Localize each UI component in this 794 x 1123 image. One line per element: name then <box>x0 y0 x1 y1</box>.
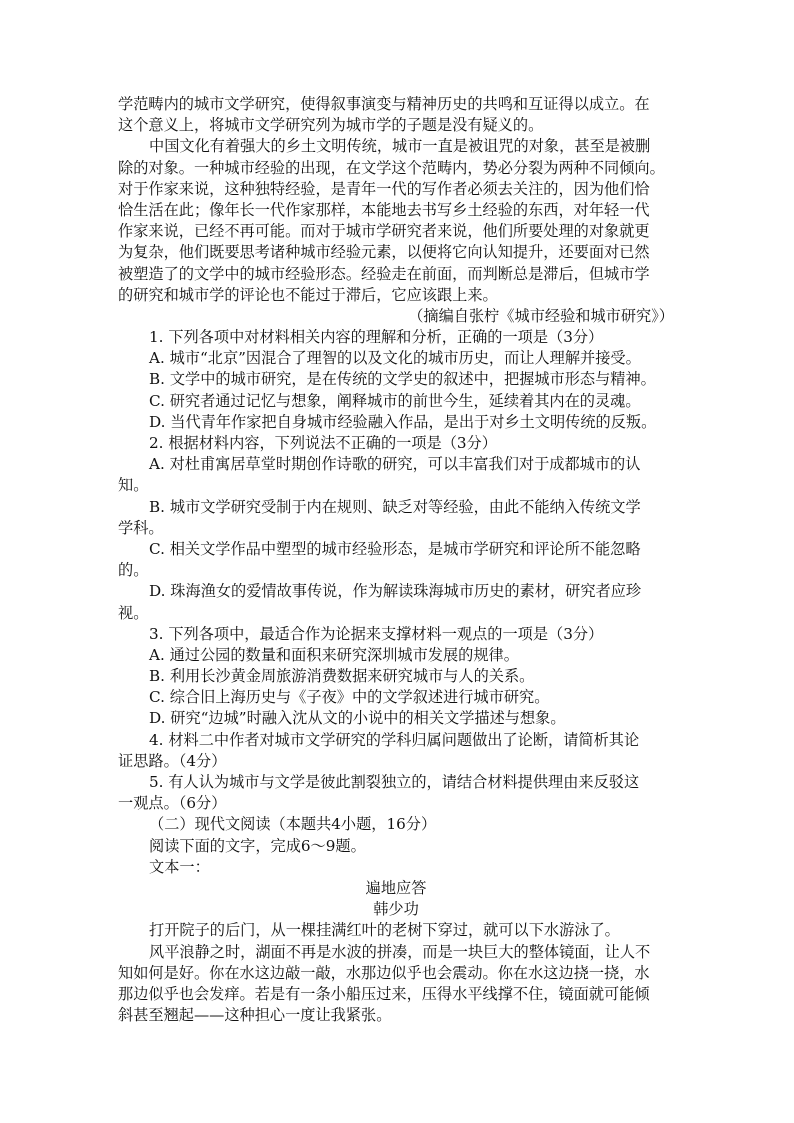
text-line: 那边似乎也会发痒。若是有一条小船压过来，压得水平线撑不住，镜面就可能倾 <box>118 984 650 1003</box>
text-line: 中国文化有着强大的乡土文明传统，城市一直是被诅咒的对象，甚至是被删 <box>149 137 651 156</box>
text-line: B. 城市文学研究受制于内在规则、缺乏对等经验，由此不能纳入传统文学 <box>149 497 641 516</box>
text-line: 3. 下列各项中，最适合作为论据来支撑材料一观点的一项是（3分） <box>149 624 604 643</box>
text-line: B. 利用长沙黄金周旅游消费数据来研究城市与人的关系。 <box>149 667 535 686</box>
text-line: 2. 根据材料内容，下列说法不正确的一项是（3分） <box>149 434 497 452</box>
text-line: 为复杂，他们既要思考诸种城市经验元素，以便将它向认知提升，还要面对已然 <box>118 243 650 262</box>
text-line: 的。 <box>118 561 149 580</box>
text-line: 学范畴内的城市文学研究，使得叙事演变与精神历史的共鸣和互证得以成立。在 <box>118 95 650 113</box>
text-line: C. 研究者通过记忆与想象，阐释城市的前世今生，延续着其内在的灵魂。 <box>149 391 641 410</box>
text-line: 遍地应答 <box>365 878 427 897</box>
text-line: D. 当代青年作家把自身城市经验融入作品，是出于对乡土文明传统的反叛。 <box>149 412 657 431</box>
text-line: 这个意义上，将城市文学研究列为城市学的子题是没有疑义的。 <box>118 116 544 135</box>
text-line: 知。 <box>118 476 149 495</box>
text-line: C. 综合旧上海历史与《子夜》中的文学叙述进行城市研究。 <box>149 688 550 707</box>
text-line: 知如何是好。你在水这边敲一敲，水那边似乎也会震动。你在水这边挠一挠，水 <box>118 963 650 982</box>
text-line: （二）现代文阅读（本题共4小题，16分） <box>149 815 437 834</box>
text-line: 视。 <box>118 603 149 622</box>
text-line: 4. 材料二中作者对城市文学研究的学科归属问题做出了论断，请简析其论 <box>149 730 640 749</box>
text-line: C. 相关文学作品中塑型的城市经验形态，是城市学研究和评论所不能忽略 <box>149 539 641 558</box>
text-line: 1. 下列各项中对材料相关内容的理解和分析，正确的一项是（3分） <box>149 328 604 347</box>
document-page <box>118 94 674 1026</box>
text-line: 学科。 <box>118 518 164 537</box>
text-line: 韩少功 <box>373 900 419 919</box>
text-line: B. 文学中的城市研究，是在传统的文学史的叙述中，把握城市形态与精神。 <box>149 370 656 389</box>
text-line: 文本一： <box>149 857 210 876</box>
text-line: 一观点。（6分） <box>118 794 227 813</box>
text-line: A. 对杜甫寓居草堂时期创作诗歌的研究，可以丰富我们对于成都城市的认 <box>149 455 641 474</box>
text-line: 打开院子的后门，从一棵挂满红叶的老树下穿过，就可以下水游泳了。 <box>149 921 620 940</box>
text-line: （摘编自张柠《城市经验和城市研究》） <box>408 306 674 325</box>
text-line: 的研究和城市学的评论也不能过于滞后，它应该跟上来。 <box>118 285 498 304</box>
text-line: 斜甚至翘起——这种担心一度让我紧张。 <box>118 1006 392 1025</box>
text-line: 对于作家来说，这种独特经验，是青年一代的写作者必须去关注的，因为他们恰 <box>118 179 650 198</box>
text-line: D. 研究“边城”时融入沈从文的小说中的相关文学描述与想象。 <box>149 709 566 728</box>
text-line: 被塑造了的文学中的城市经验形态。经验走在前面，而判断总是滞后，但城市学 <box>118 264 650 283</box>
text-line: 作家来说，已经不再可能。而对于城市学研究者来说，他们所要处理的对象就更 <box>118 222 650 241</box>
text-line: A. 通过公园的数量和面积来研究深圳城市发展的规律。 <box>149 645 519 664</box>
text-line: A. 城市“北京”因混合了理智的以及文化的城市历史，而让人理解并接受。 <box>149 349 641 368</box>
text-line: 证思路。（4分） <box>118 751 227 770</box>
text-line: 除的对象。一种城市经验的出现，在文学这个范畴内，势必分裂为两种不同倾向。 <box>118 158 665 177</box>
text-line: 风平浪静之时，湖面不再是水波的拼凑，而是一块巨大的整体镜面，让人不 <box>149 942 651 961</box>
text-line: 阅读下面的文字，完成6～9题。 <box>149 836 366 855</box>
text-line: 恰生活在此；像年长一代作家那样，本能地去书写乡土经验的东西，对年轻一代 <box>118 200 650 219</box>
text-line: 5. 有人认为城市与文学是彼此割裂独立的，请结合材料提供理由来反驳这 <box>149 773 640 791</box>
text-line: D. 珠海渔女的爱情故事传说，作为解读珠海城市历史的素材，研究者应珍 <box>149 582 642 601</box>
